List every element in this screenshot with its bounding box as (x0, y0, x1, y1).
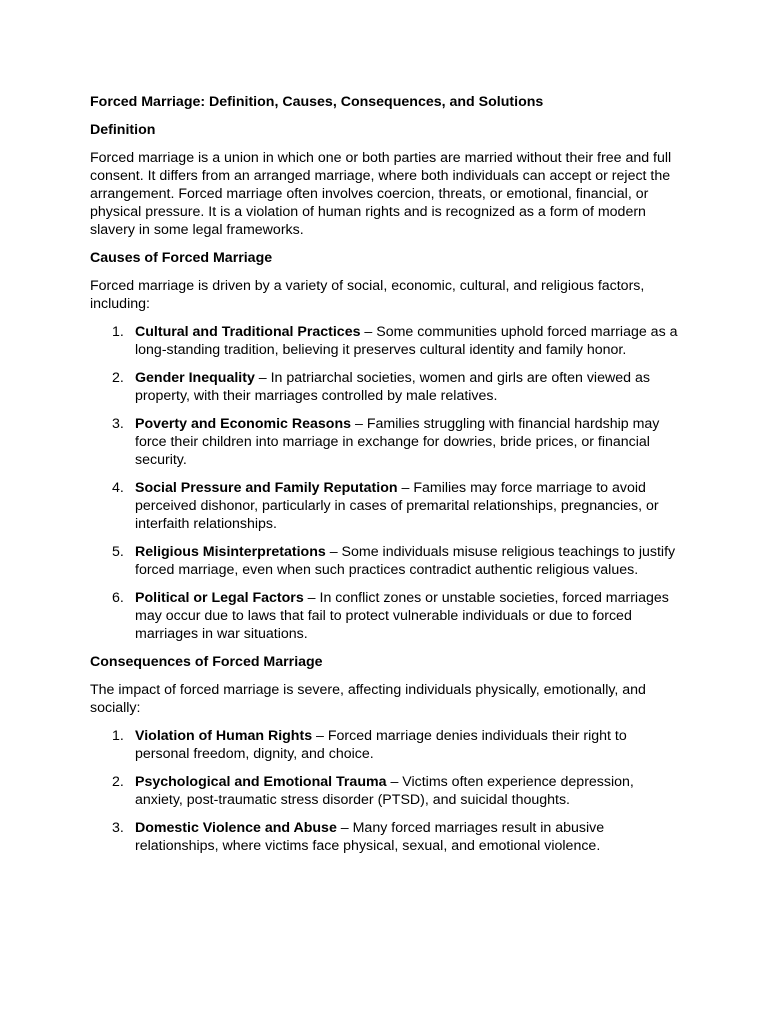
consequences-list (90, 727, 682, 855)
list-item-term: Violation of Human Rights (135, 728, 313, 744)
list-item-number: 2. (112, 774, 124, 790)
definition-heading: Definition (90, 122, 156, 138)
causes-list (90, 323, 682, 643)
list-item-term: Gender Inequality (135, 370, 255, 386)
list-item-number: 3. (112, 416, 124, 432)
list-item-text: – In patriarchal societies, women and girls are often viewed as property, with their marriages controlled by male relatives. (135, 370, 650, 404)
list-item (90, 589, 682, 643)
list-item-term: Domestic Violence and Abuse (135, 820, 337, 836)
list-item-number: 1. (112, 728, 124, 744)
list-item-term: Psychological and Emotional Trauma (135, 774, 387, 790)
list-item (90, 819, 682, 855)
list-item-number: 3. (112, 820, 124, 836)
list-item-term: Religious Misinterpretations (135, 544, 326, 560)
causes-intro: Forced marriage is driven by a variety of social, economic, cultural, and religious factors, including: (90, 278, 645, 312)
list-item-number: 4. (112, 480, 124, 496)
list-item-term: Cultural and Traditional Practices (135, 324, 361, 340)
list-item (90, 323, 682, 359)
list-item-text: – In conflict zones or unstable societies, forced marriages may occur due to laws that fail to protect vulnerable individuals or due to forced marriages in war situations. (135, 590, 669, 642)
list-item (90, 773, 682, 809)
list-item (90, 415, 682, 469)
list-item-term: Political or Legal Factors (135, 590, 304, 606)
list-item (90, 727, 682, 763)
list-item-text: – Many forced marriages result in abusive relationships, where victims face physical, sexual, and emotional violence. (135, 820, 605, 854)
list-item-term: Social Pressure and Family Reputation (135, 480, 398, 496)
list-item-text: – Some communities uphold forced marriage as a long-standing tradition, believing it preserves cultural identity and family honor. (135, 324, 678, 358)
list-item-text: – Victims often experience depression, anxiety, post-traumatic stress disorder (PTSD), and suicidal thoughts. (135, 774, 634, 808)
consequences-heading: Consequences of Forced Marriage (90, 654, 323, 670)
list-item-number: 5. (112, 544, 124, 560)
list-item-number: 6. (112, 590, 124, 606)
list-item-text: – Families may force marriage to avoid perceived dishonor, particularly in cases of premarital relationships, pregnancies, or interfaith relationships. (135, 480, 659, 532)
consequences-intro: The impact of forced marriage is severe, affecting individuals physically, emotionally, and socially: (90, 682, 646, 716)
definition-paragraph: Forced marriage is a union in which one or both parties are married without their free and full consent. It differs from an arranged marriage, where both individuals can accept or reject the arrangement. Forced marriage often involves coercion, threats, or emotional, financial, or physical pressure. It is a violation of human rights and is recognized as a form of modern slavery in some legal frameworks. (90, 150, 672, 238)
list-item (90, 369, 682, 405)
list-item-text: – Forced marriage denies individuals their right to personal freedom, dignity, and choice. (135, 728, 627, 762)
causes-heading: Causes of Forced Marriage (90, 250, 273, 266)
list-item (90, 479, 682, 533)
document-title: Forced Marriage: Definition, Causes, Consequences, and Solutions (90, 94, 544, 110)
list-item-number: 2. (112, 370, 124, 386)
list-item-text: – Some individuals misuse religious teachings to justify forced marriage, even when such practices contradict authentic religious values. (135, 544, 676, 578)
list-item-term: Poverty and Economic Reasons (135, 416, 352, 432)
list-item (90, 543, 682, 579)
document-page (90, 93, 682, 865)
list-item-number: 1. (112, 324, 124, 340)
list-item-text: – Families struggling with financial hardship may force their children into marriage in exchange for dowries, bride prices, or financial security. (135, 416, 660, 468)
